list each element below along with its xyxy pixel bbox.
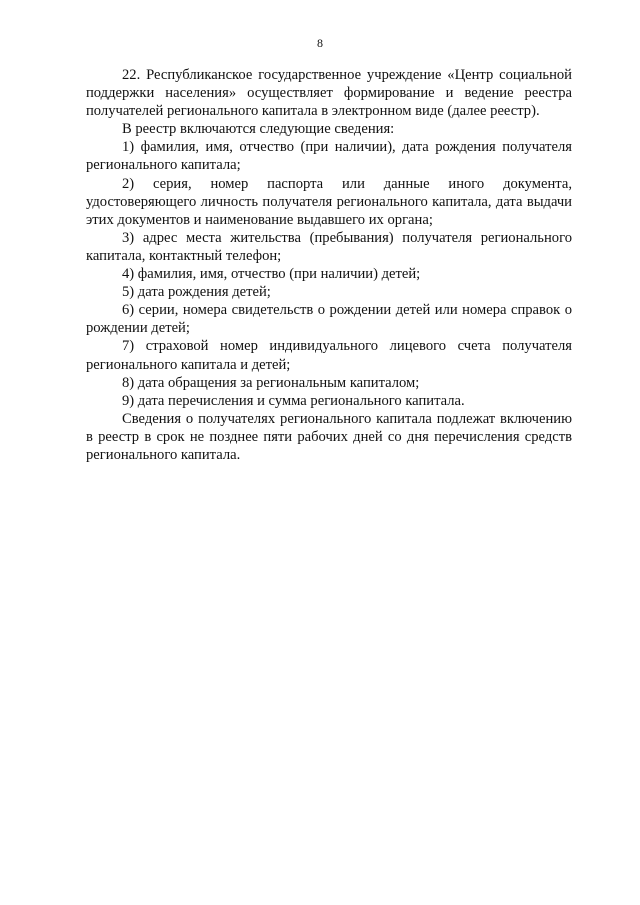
paragraph-registry-contents-intro: В реестр включаются следующие сведения: [122,121,395,138]
paragraph-registry-maintenance: 22. Республиканское государственное учреждение «Центр социальной поддержки населения» осуществляет формирование и ведение реестра получателей регионального капитала в электронном виде (далее реестр). [86,67,572,120]
list-item-recipient-name: 1) фамилия, имя, отчество (при наличии), дата рождения получателя регионального капитала; [86,139,572,174]
list-item-birth-certificates: 6) серии, номера свидетельств о рождении детей или номера справок о рождении детей; [86,302,572,337]
list-item-children-names: 4) фамилия, имя, отчество (при наличии) детей; [122,266,421,283]
page-number: 8 [317,36,323,50]
list-item-identity-document: 2) серия, номер паспорта или данные иного документа, удостоверяющего личность получателя регионального капитала, дата выдачи этих документов и наименование выдавшего их органа; [86,175,572,228]
list-item-children-birth-dates: 5) дата рождения детей; [122,284,271,301]
paragraph-inclusion-deadline: Сведения о получателях регионального капитала подлежат включению в реестр в срок не позднее пяти рабочих дней со дня перечисления средств регионального капитала. [86,410,572,463]
list-item-transfer-date-amount: 9) дата перечисления и сумма регионального капитала. [122,392,465,409]
list-item-insurance-number: 7) страховой номер индивидуального лицевого счета получателя регионального капитала и детей; [86,338,572,373]
list-item-application-date: 8) дата обращения за региональным капиталом; [122,374,420,391]
document-body [86,66,572,464]
list-item-address-phone: 3) адрес места жительства (пребывания) получателя регионального капитала, контактный телефон; [86,229,572,264]
